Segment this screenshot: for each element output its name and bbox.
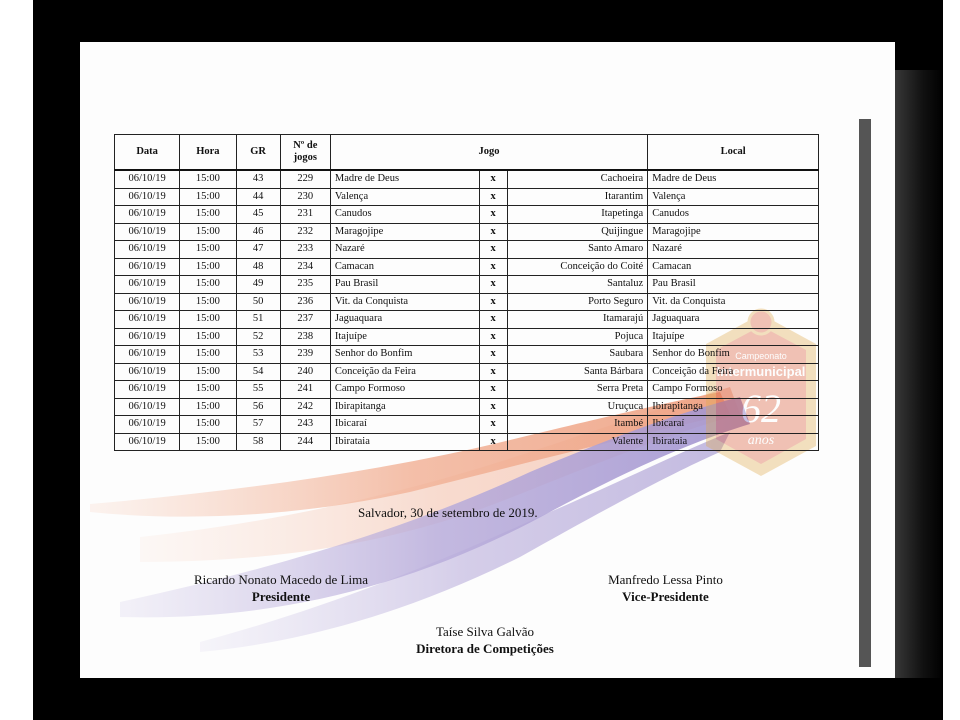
seal-text-line2: Intermunicipal xyxy=(716,364,806,379)
cell-date: 06/10/19 xyxy=(115,363,180,381)
cell-game-number: 231 xyxy=(280,206,330,224)
cell-date: 06/10/19 xyxy=(115,241,180,259)
cell-home-team: Campo Formoso xyxy=(330,381,479,399)
cell-gr: 45 xyxy=(236,206,280,224)
page-shadow-right xyxy=(893,70,943,720)
cell-date: 06/10/19 xyxy=(115,433,180,451)
president-role: Presidente xyxy=(251,589,311,604)
cell-gr: 53 xyxy=(236,346,280,364)
cell-versus: x xyxy=(479,223,507,241)
cell-away-team: Valente xyxy=(507,433,648,451)
president-name: Ricardo Nonato Macedo de Lima xyxy=(194,572,368,587)
cell-home-team: Ibicaraí xyxy=(330,416,479,434)
cell-versus: x xyxy=(479,258,507,276)
cell-away-team: Itambé xyxy=(507,416,648,434)
cell-game-number: 242 xyxy=(280,398,330,416)
cell-home-team: Jaguaquara xyxy=(330,311,479,329)
cell-date: 06/10/19 xyxy=(115,170,180,188)
cell-home-team: Senhor do Bonfim xyxy=(330,346,479,364)
cell-game-number: 236 xyxy=(280,293,330,311)
table-row xyxy=(115,293,819,311)
table-row xyxy=(115,363,819,381)
cell-gr: 54 xyxy=(236,363,280,381)
cell-venue: Senhor do Bonfim xyxy=(648,346,819,364)
date-line: Salvador, 30 de setembro de 2019. xyxy=(358,505,538,520)
cell-versus: x xyxy=(479,276,507,294)
cell-time: 15:00 xyxy=(180,346,236,364)
cell-time: 15:00 xyxy=(180,170,236,188)
cell-time: 15:00 xyxy=(180,241,236,259)
cell-game-number: 241 xyxy=(280,381,330,399)
cell-home-team: Pau Brasil xyxy=(330,276,479,294)
table-row xyxy=(115,381,819,399)
cell-away-team: Itapetinga xyxy=(507,206,648,224)
cell-game-number: 244 xyxy=(280,433,330,451)
cell-away-team: Quijingue xyxy=(507,223,648,241)
cell-home-team: Ibirapitanga xyxy=(330,398,479,416)
cell-date: 06/10/19 xyxy=(115,258,180,276)
cell-gr: 56 xyxy=(236,398,280,416)
table-row xyxy=(115,433,819,451)
cell-date: 06/10/19 xyxy=(115,311,180,329)
cell-date: 06/10/19 xyxy=(115,346,180,364)
cell-gr: 46 xyxy=(236,223,280,241)
cell-venue: Jaguaquara xyxy=(648,311,819,329)
cell-date: 06/10/19 xyxy=(115,293,180,311)
header-jogo: Jogo xyxy=(330,135,647,171)
cell-versus: x xyxy=(479,346,507,364)
cell-gr: 43 xyxy=(236,170,280,188)
seal-text-line1: Campeonato xyxy=(735,351,787,361)
cell-home-team: Madre de Deus xyxy=(330,170,479,188)
table-row xyxy=(115,398,819,416)
cell-venue: Camacan xyxy=(648,258,819,276)
cell-time: 15:00 xyxy=(180,311,236,329)
page-shadow-bottom xyxy=(80,678,940,720)
signature-director xyxy=(390,623,580,657)
cell-game-number: 239 xyxy=(280,346,330,364)
table-body xyxy=(115,170,819,451)
cell-home-team: Maragojipe xyxy=(330,223,479,241)
signature-vice xyxy=(578,571,753,605)
cell-home-team: Itajuípe xyxy=(330,328,479,346)
cell-away-team: Serra Preta xyxy=(507,381,648,399)
cell-date: 06/10/19 xyxy=(115,328,180,346)
cell-venue: Ibirataia xyxy=(648,433,819,451)
cell-time: 15:00 xyxy=(180,223,236,241)
cell-time: 15:00 xyxy=(180,398,236,416)
scrollbar[interactable] xyxy=(859,119,871,667)
cell-game-number: 237 xyxy=(280,311,330,329)
cell-versus: x xyxy=(479,328,507,346)
cell-date: 06/10/19 xyxy=(115,188,180,206)
cell-gr: 57 xyxy=(236,416,280,434)
director-role: Diretora de Competições xyxy=(416,641,554,656)
cell-gr: 52 xyxy=(236,328,280,346)
table-row xyxy=(115,258,819,276)
cell-game-number: 240 xyxy=(280,363,330,381)
cell-away-team: Saubara xyxy=(507,346,648,364)
cell-venue: Nazaré xyxy=(648,241,819,259)
cell-gr: 48 xyxy=(236,258,280,276)
cell-home-team: Canudos xyxy=(330,206,479,224)
cell-time: 15:00 xyxy=(180,363,236,381)
seal-word: anos xyxy=(747,433,775,448)
cell-away-team: Uruçuca xyxy=(507,398,648,416)
cell-away-team: Cachoeira xyxy=(507,170,648,188)
cell-versus: x xyxy=(479,170,507,188)
table-row xyxy=(115,416,819,434)
cell-venue: Conceição da Feira xyxy=(648,363,819,381)
cell-versus: x xyxy=(479,381,507,399)
cell-venue: Vit. da Conquista xyxy=(648,293,819,311)
cell-date: 06/10/19 xyxy=(115,206,180,224)
signature-president xyxy=(166,571,396,605)
cell-home-team: Camacan xyxy=(330,258,479,276)
cell-versus: x xyxy=(479,188,507,206)
cell-versus: x xyxy=(479,241,507,259)
cell-time: 15:00 xyxy=(180,433,236,451)
cell-venue: Pau Brasil xyxy=(648,276,819,294)
table-row xyxy=(115,223,819,241)
cell-venue: Madre de Deus xyxy=(648,170,819,188)
director-name: Taíse Silva Galvão xyxy=(435,624,534,639)
seal-number: 62 xyxy=(741,386,781,431)
cell-versus: x xyxy=(479,363,507,381)
cell-home-team: Nazaré xyxy=(330,241,479,259)
header-local: Local xyxy=(648,135,819,171)
cell-venue: Maragojipe xyxy=(648,223,819,241)
cell-gr: 51 xyxy=(236,311,280,329)
cell-away-team: Itarantim xyxy=(507,188,648,206)
cell-date: 06/10/19 xyxy=(115,398,180,416)
table-row xyxy=(115,311,819,329)
cell-away-team: Porto Seguro xyxy=(507,293,648,311)
cell-time: 15:00 xyxy=(180,276,236,294)
cell-away-team: Pojuca xyxy=(507,328,648,346)
cell-home-team: Vit. da Conquista xyxy=(330,293,479,311)
cell-date: 06/10/19 xyxy=(115,381,180,399)
cell-game-number: 233 xyxy=(280,241,330,259)
cell-game-number: 232 xyxy=(280,223,330,241)
cell-away-team: Santaluz xyxy=(507,276,648,294)
cell-venue: Ibirapitanga xyxy=(648,398,819,416)
cell-gr: 49 xyxy=(236,276,280,294)
cell-versus: x xyxy=(479,206,507,224)
cell-venue: Ibicaraí xyxy=(648,416,819,434)
cell-game-number: 243 xyxy=(280,416,330,434)
cell-versus: x xyxy=(479,433,507,451)
cell-gr: 55 xyxy=(236,381,280,399)
cell-date: 06/10/19 xyxy=(115,223,180,241)
header-gr: GR xyxy=(236,135,280,171)
cell-game-number: 229 xyxy=(280,170,330,188)
cell-time: 15:00 xyxy=(180,328,236,346)
cell-venue: Valença xyxy=(648,188,819,206)
table-row xyxy=(115,276,819,294)
cell-gr: 50 xyxy=(236,293,280,311)
table-row xyxy=(115,346,819,364)
cell-time: 15:00 xyxy=(180,293,236,311)
cell-time: 15:00 xyxy=(180,206,236,224)
cell-away-team: Conceição do Coité xyxy=(507,258,648,276)
cell-versus: x xyxy=(479,311,507,329)
cell-time: 15:00 xyxy=(180,188,236,206)
document-page xyxy=(80,42,895,678)
cell-time: 15:00 xyxy=(180,416,236,434)
vice-name: Manfredo Lessa Pinto xyxy=(608,572,723,587)
table-row xyxy=(115,170,819,188)
vice-role: Vice-Presidente xyxy=(622,589,709,604)
table-row xyxy=(115,206,819,224)
header-hora: Hora xyxy=(180,135,236,171)
cell-game-number: 234 xyxy=(280,258,330,276)
cell-venue: Campo Formoso xyxy=(648,381,819,399)
cell-date: 06/10/19 xyxy=(115,276,180,294)
table-row xyxy=(115,241,819,259)
cell-date: 06/10/19 xyxy=(115,416,180,434)
cell-game-number: 230 xyxy=(280,188,330,206)
cell-venue: Itajuípe xyxy=(648,328,819,346)
cell-game-number: 235 xyxy=(280,276,330,294)
cell-gr: 44 xyxy=(236,188,280,206)
cell-home-team: Valença xyxy=(330,188,479,206)
table-row xyxy=(115,328,819,346)
cell-home-team: Ibirataia xyxy=(330,433,479,451)
cell-away-team: Santa Bárbara xyxy=(507,363,648,381)
cell-gr: 47 xyxy=(236,241,280,259)
table-header-row xyxy=(115,135,819,171)
table-row xyxy=(115,188,819,206)
fixtures-table xyxy=(114,134,819,451)
cell-versus: x xyxy=(479,398,507,416)
cell-versus: x xyxy=(479,416,507,434)
header-data: Data xyxy=(115,135,180,171)
header-numero-jogos: Nº de jogos xyxy=(280,135,330,171)
cell-time: 15:00 xyxy=(180,258,236,276)
cell-home-team: Conceição da Feira xyxy=(330,363,479,381)
cell-gr: 58 xyxy=(236,433,280,451)
cell-versus: x xyxy=(479,293,507,311)
cell-time: 15:00 xyxy=(180,381,236,399)
cell-away-team: Itamarajú xyxy=(507,311,648,329)
cell-game-number: 238 xyxy=(280,328,330,346)
cell-venue: Canudos xyxy=(648,206,819,224)
cell-away-team: Santo Amaro xyxy=(507,241,648,259)
